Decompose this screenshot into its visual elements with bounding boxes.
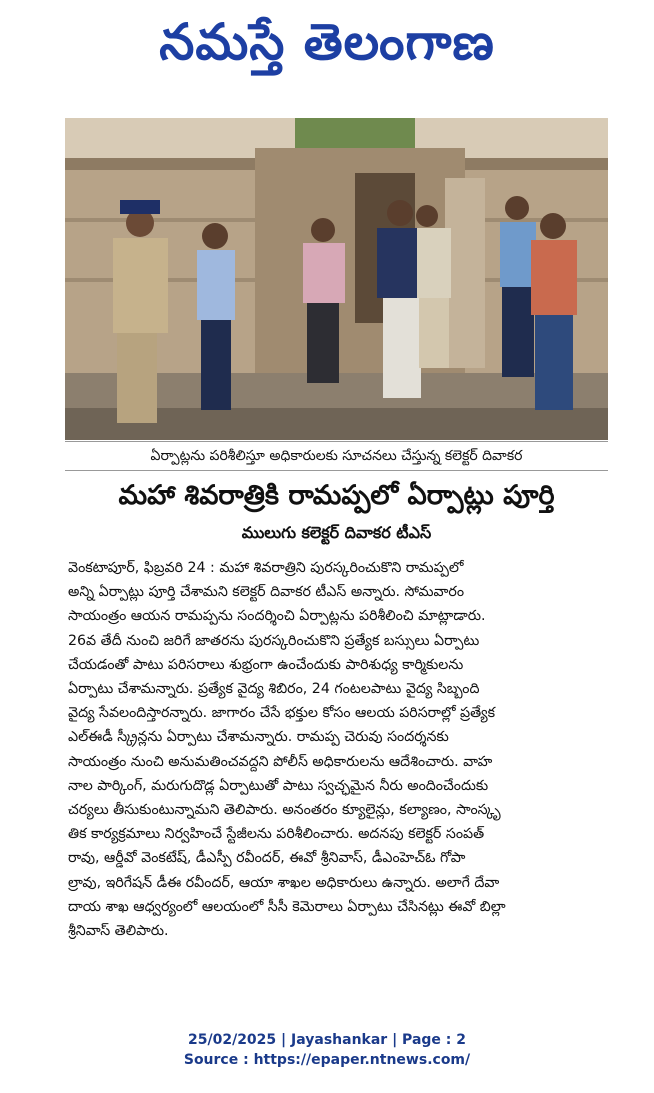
- article-line: తిక కార్యక్రమాలు నిర్వహించే స్టేజీలను పరిశీలించారు. అదనపు కలెక్టర్ సంపత్: [68, 826, 485, 843]
- article-line: రావు, ఆర్డీవో వెంకటేష్, డీఎస్పీ రవీందర్, ఈవో శ్రీనివాస్, డీఎంహెచ్ఓ గోపా: [68, 850, 466, 867]
- article-line: నాల పార్కింగ్, మరుగుదొడ్ల ఏర్పాటుతో పాటు స్వచ్ఛమైన నీరు అందించేందుకు: [68, 777, 489, 794]
- article-headline: మహా శివరాత్రికి రామప్పలో ఏర్పాట్లు పూర్తి: [118, 480, 555, 511]
- article-line: చేయడంతో పాటు పరిసరాలు శుభ్రంగా ఉంచేందుకు పారిశుధ్య కార్మికులను: [68, 656, 464, 673]
- article-body: [68, 556, 608, 943]
- article-line: సాయంత్రం నుంచి అనుమతించవద్దని పోలీస్ అధికారులను ఆదేశించారు. వాహ: [68, 753, 493, 770]
- article-line: చర్యలు తీసుకుంటున్నామని తెలిపారు. అనంతరం క్యూలైన్లు, కల్యాణం, సాంస్కృ: [68, 802, 501, 819]
- article-line: వైద్య సేవలందిస్తారన్నారు. జాగారం చేసే భక్తుల కోసం ఆలయ పరిసరాల్లో ప్రత్యేక: [68, 705, 496, 722]
- article-subhead: ములుగు కలెక్టర్ దివాకర టీఎస్: [241, 523, 432, 542]
- photo-caption: ఏర్పాట్లను పరిశీలిస్తూ అధికారులకు సూచనలు చేస్తున్న కలెక్టర్ దివాకర: [65, 441, 608, 471]
- article-line: ల్రావు, ఇరిగేషన్ డీఈ రవీందర్, ఆయా శాఖల అధికారులు ఉన్నారు. అలాగే దేవా: [68, 874, 500, 891]
- article-line: ఏర్పాటు చేశామన్నారు. ప్రత్యేక వైద్య శిబిరం, 24 గంటలపాటు వైద్య సిబ్బంది: [68, 681, 480, 698]
- article-line: సాయంత్రం ఆయన రామప్పను సందర్శించి ఏర్పాట్లను పరిశీలించి మాట్లాడారు.: [68, 608, 486, 625]
- article-line: అన్ని ఏర్పాట్లు పూర్తి చేశామని కలెక్టర్ దివాకర టీఎస్ అన్నారు. సోమవారం: [68, 584, 465, 601]
- news-photo: [65, 118, 608, 440]
- article-line: వెంకటాపూర్, ఫిబ్రవరి 24 : మహా శివరాత్రిని పురస్కరించుకొని రామప్పలో: [68, 560, 464, 576]
- page-footer: [0, 1030, 654, 1070]
- news-photo-illustration: [65, 118, 608, 440]
- article-line: దాయ శాఖ ఆధ్వర్యంలో ఆలయంలో సీసీ కెమెరాలు ఏర్పాటు చేసినట్లు ఈవో బిల్లా: [68, 898, 506, 915]
- article-line: శ్రీనివాస్ తెలిపారు.: [68, 923, 169, 940]
- masthead-title: నమస్తే తెలంగాణ: [159, 13, 495, 71]
- article-line: 26వ తేదీ నుంచి జరిగే జాతరను పురస్కరించుకొని ప్రత్యేక బస్సులు ఏర్పాటు: [68, 632, 480, 649]
- newspaper-masthead: [0, 8, 654, 76]
- article-line: ఎల్ఈడీ స్క్రీన్లను ఏర్పాటు చేశామన్నారు. రామప్ప చెరువు సందర్శనకు: [68, 729, 449, 746]
- footer-source-link[interactable]: Source : https://epaper.ntnews.com/: [183, 1052, 471, 1068]
- footer-date-edition: 25/02/2025 | Jayashankar | Page : 2: [188, 1032, 466, 1048]
